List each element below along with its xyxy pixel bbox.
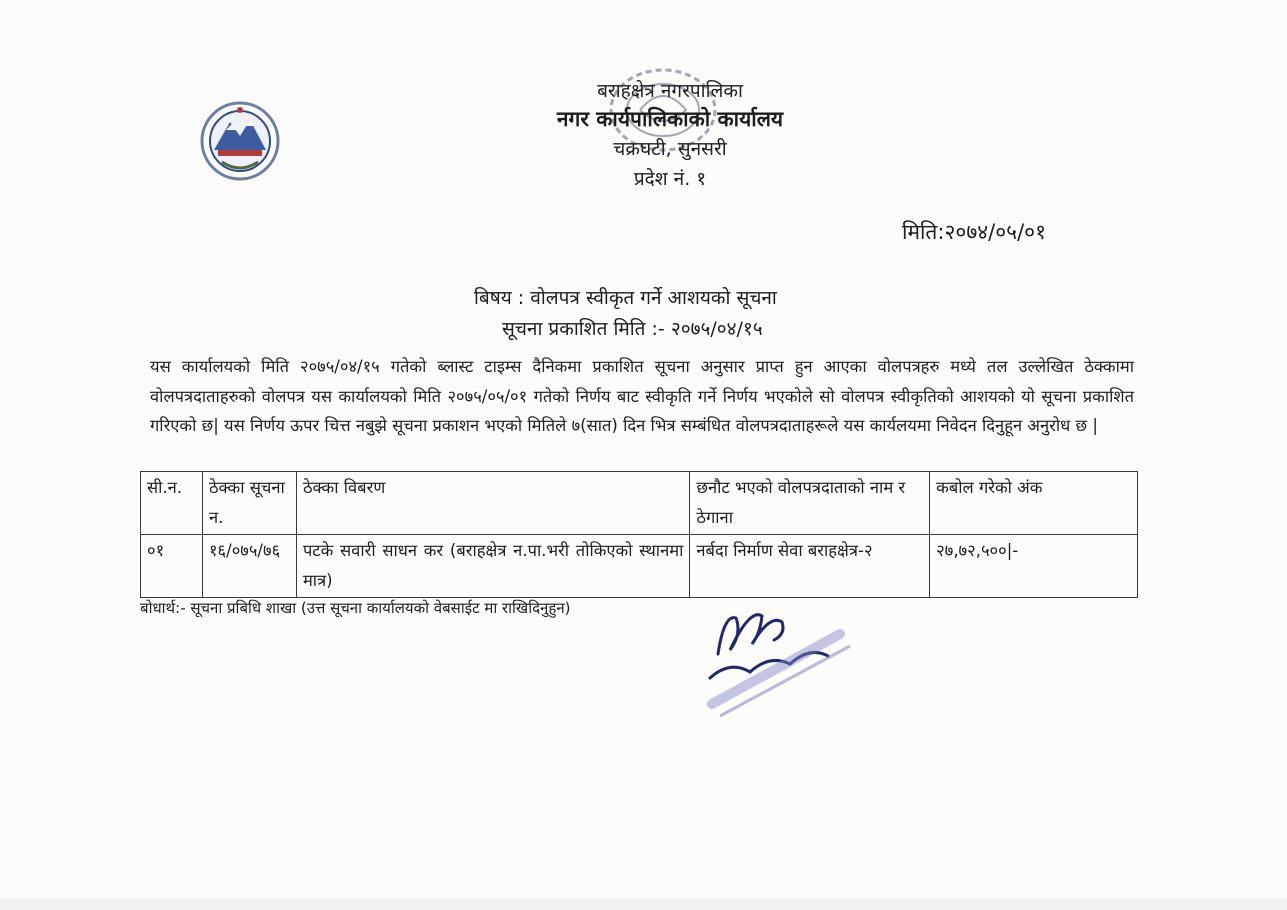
notice-body: यस कार्यालयको मिति २०७५/०४/१५ गतेको ब्लास्ट टाइम्स दैनिकमा प्रकाशित सूचना अनुसार प्राप्त हुन आएका वोलपत्रहरु मध्ये तल उल्लेखित ठेक्कामा वोलपत्रदाताहरुको वोलपत्र यस कार्यालयको मिति २०७५/०५/०१ गतेको निर्णय बाट स्वीकृति गर्ने निर्णय भएकोले सो वोलपत्र स्वीकृतिको आशयको यो सूचना प्रकाशित गरिएको छ| यस निर्णय ऊपर चित्त नबुझे सूचना प्रकाशन भएको मितिले ७(सात) दिन भित्र सम्बंधित वोलपत्रदाताहरूले यस कार्यलयमा निवेदन दिनुहून अनुरोध छ |	[150, 357, 1134, 435]
municipality-name: बराहक्षेत्र नगरपालिका	[597, 80, 743, 102]
cell-amount: २७,७२,५००|-	[930, 535, 1138, 598]
cell-serial: ०१	[141, 535, 203, 598]
office-location: चक्रघटी, सुनसरी	[613, 138, 727, 160]
bid-table	[140, 471, 1138, 598]
emblem-icon	[196, 100, 284, 182]
header-serial: सी.न.	[141, 472, 203, 535]
subject-line: बिषय : वोलपत्र स्वीकृत गर्ने आशयको सूचना	[474, 287, 777, 309]
header-amount: कबोल गरेको अंक	[930, 472, 1138, 535]
published-date: सूचना प्रकाशित मिति :- २०७५/०४/१५	[502, 318, 763, 340]
cell-bidder: नर्बदा निर्माण सेवा बराहक्षेत्र-२	[690, 535, 930, 598]
header-bidder: छनौट भएको वोलपत्रदाताको नाम र ठेगाना	[690, 472, 930, 535]
signature-stamp-icon	[690, 594, 870, 724]
table-header-row	[141, 472, 1138, 535]
letterhead	[470, 78, 870, 194]
document-date: मिति:२०७४/०५/०१	[902, 220, 1046, 244]
cc-note: बोधार्थ:- सूचना प्रबिधि शाखा (उत्त सूचना कार्यालयको वेबसाईट मा राखिदिनुहुन)	[140, 599, 571, 617]
office-name: नगर कार्यपालिकाको कार्यालय	[556, 107, 784, 131]
header-description: ठेक्का विबरण	[296, 472, 689, 535]
header-notice-no: ठेक्का सूचना न.	[202, 472, 296, 535]
cell-description: पटके सवारी साधन कर (बराहक्षेत्र न.पा.भरी तोकिएको स्थानमा मात्र)	[296, 535, 689, 598]
table-row	[141, 535, 1138, 598]
cell-notice-no: १६/०७५/७६	[202, 535, 296, 598]
province-number: प्रदेश नं. १	[633, 168, 707, 190]
